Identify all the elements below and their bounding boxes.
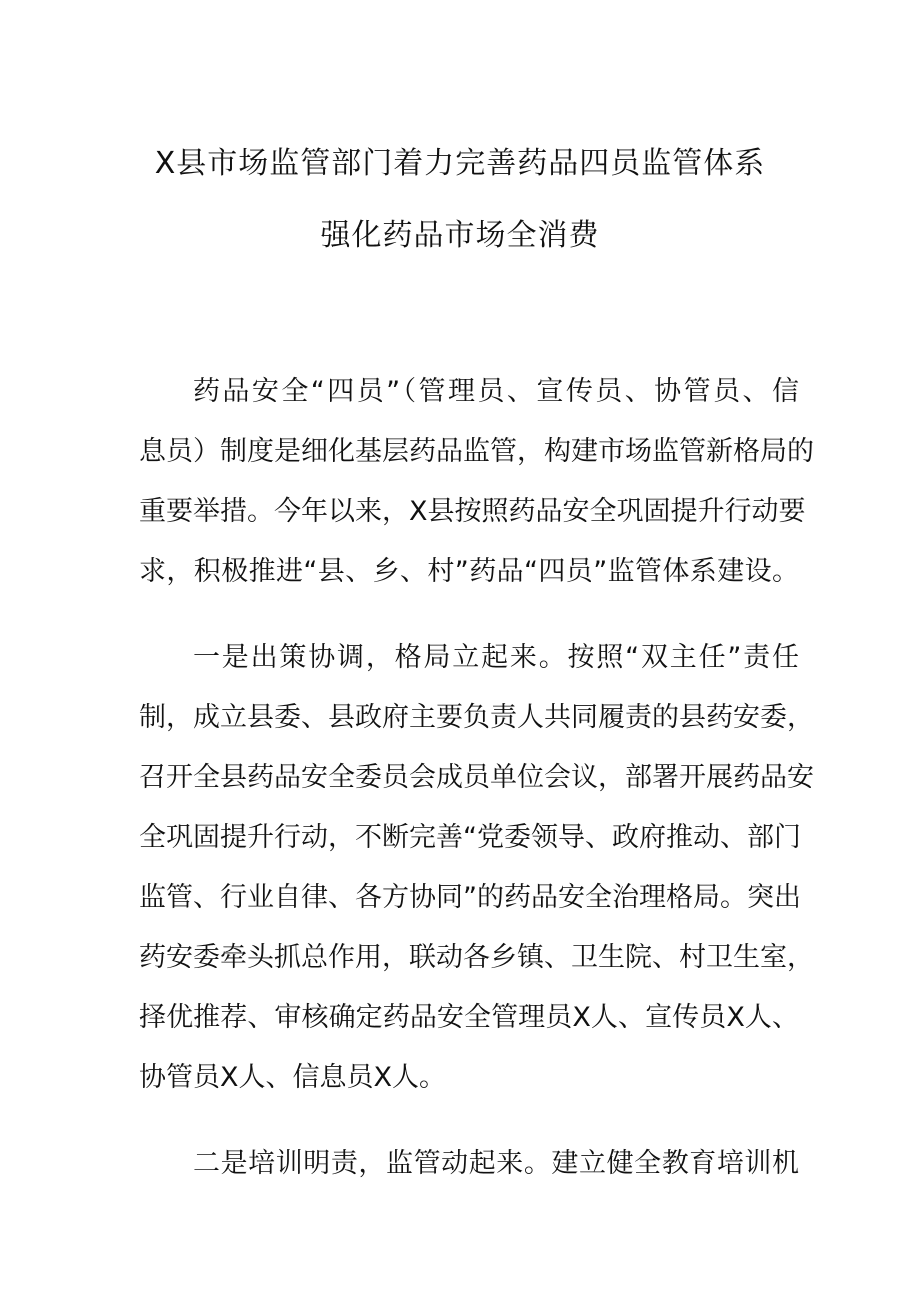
document-title-line-1: X县市场监管部门着力完善药品四员监管体系 bbox=[154, 146, 766, 181]
document-title-line-2: 强化药品市场全消费 bbox=[320, 218, 600, 253]
paragraph-line: 召开全县药品安全委员会成员单位会议，部署开展药品安 bbox=[139, 762, 814, 793]
paragraph-line: 重要举措。今年以来，X县按照药品安全巩固提升行动要 bbox=[139, 496, 806, 527]
paragraph-line: 监管、行业自律、各方协同”的药品安全治理格局。突出 bbox=[139, 882, 801, 913]
paragraph-line: 制，成立县委、县政府主要负责人共同履责的县药安委， bbox=[139, 702, 814, 733]
paragraph-line: 一是出策协调，格局立起来。按照“双主任”责任 bbox=[193, 642, 799, 673]
paragraph-line: 求，积极推进“县、乡、村”药品“四员”监管体系建设。 bbox=[139, 556, 799, 587]
paragraph-line: 全巩固提升行动，不断完善“党委领导、政府推动、部门 bbox=[139, 822, 801, 853]
paragraph-line: 二是培训明责，监管动起来。建立健全教育培训机 bbox=[193, 1148, 799, 1179]
paragraph-line: 药安委牵头抓总作用，联动各乡镇、卫生院、村卫生室， bbox=[139, 942, 814, 973]
paragraph-line: 药品安全“四员”（管理员、宣传员、协管员、信 bbox=[193, 376, 799, 407]
paragraph-line: 息员）制度是细化基层药品监管，构建市场监管新格局的 bbox=[139, 436, 814, 467]
paragraph-line: 协管员X人、信息员X人。 bbox=[139, 1062, 446, 1093]
paragraph-line: 择优推荐、审核确定药品安全管理员X人、宣传员X人、 bbox=[139, 1002, 799, 1033]
